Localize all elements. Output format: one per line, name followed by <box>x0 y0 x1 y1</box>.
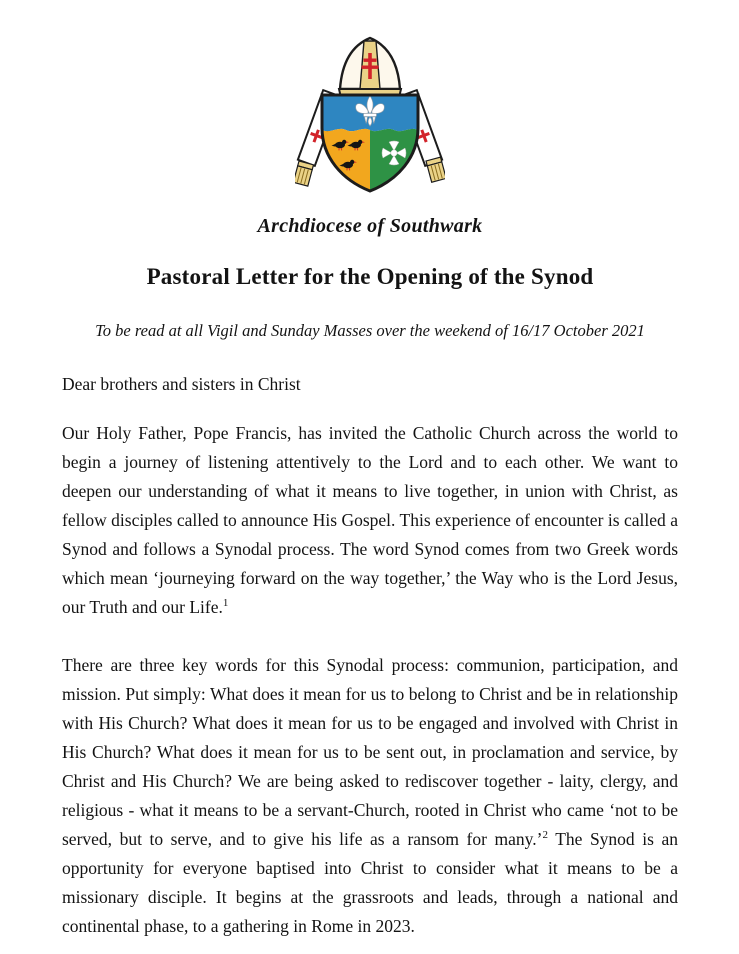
footnote-ref-2: 2 <box>542 829 548 842</box>
mitre-icon <box>339 38 401 102</box>
footnote-ref-1: 1 <box>222 597 229 610</box>
left-tassel <box>295 161 313 186</box>
paragraph-1-text: Our Holy Father, Pope Francis, has invited the Catholic Church across the world to begin a journey of listening attentively to the Lord and to each other. We want to deepen our understanding of what it means to live together, in union with Christ, as fellow disciples called to announce His Gospel. This experience of encounter is called a Synod and follows a Synodal process. The word Synod comes from two Greek words which mean ‘journeying forward on the way together,’ the Way who is the Lord Jesus, our Truth and our Life. <box>62 423 678 617</box>
paragraph-2-text-before-ref: There are three key words for this Synodal process: communion, participation, and mission. Put simply: What does it mean for us to belong to Christ and be in relationship with His Church? What does it mean for us to be engaged and involved with Christ in His Church? What does it mean for us to be sent out, in proclamation and service, by Christ and His Church? We are being asked to rediscover together - laity, clergy, and religious - what it means to be a servant-Church, rooted in Christ who came ‘not to be served, but to serve, and to give his life as a ransom for many.’ <box>62 655 678 849</box>
paragraph-2 <box>62 651 678 941</box>
letter-title: Pastoral Letter for the Opening of the Synod <box>146 264 594 289</box>
organisation-name: Archdiocese of Southwark <box>257 215 483 237</box>
coat-of-arms-image <box>295 33 445 201</box>
paragraph-2-text-after-ref: The Synod is an opportunity for everyone baptised into Christ to consider what it means to be a missionary disciple. It begins at the grassroots and leads, through a national and continental phase, to a gathering in Rome in 2023. <box>62 829 678 936</box>
paragraph-1 <box>62 419 678 622</box>
coat-of-arms <box>295 33 445 201</box>
right-tassel <box>426 157 445 182</box>
pastoral-letter-page <box>0 33 739 954</box>
salutation: Dear brothers and sisters in Christ <box>62 374 301 394</box>
shield <box>322 95 418 191</box>
reading-instruction: To be read at all Vigil and Sunday Masses over the weekend of 16/17 October 2021 <box>95 321 645 340</box>
